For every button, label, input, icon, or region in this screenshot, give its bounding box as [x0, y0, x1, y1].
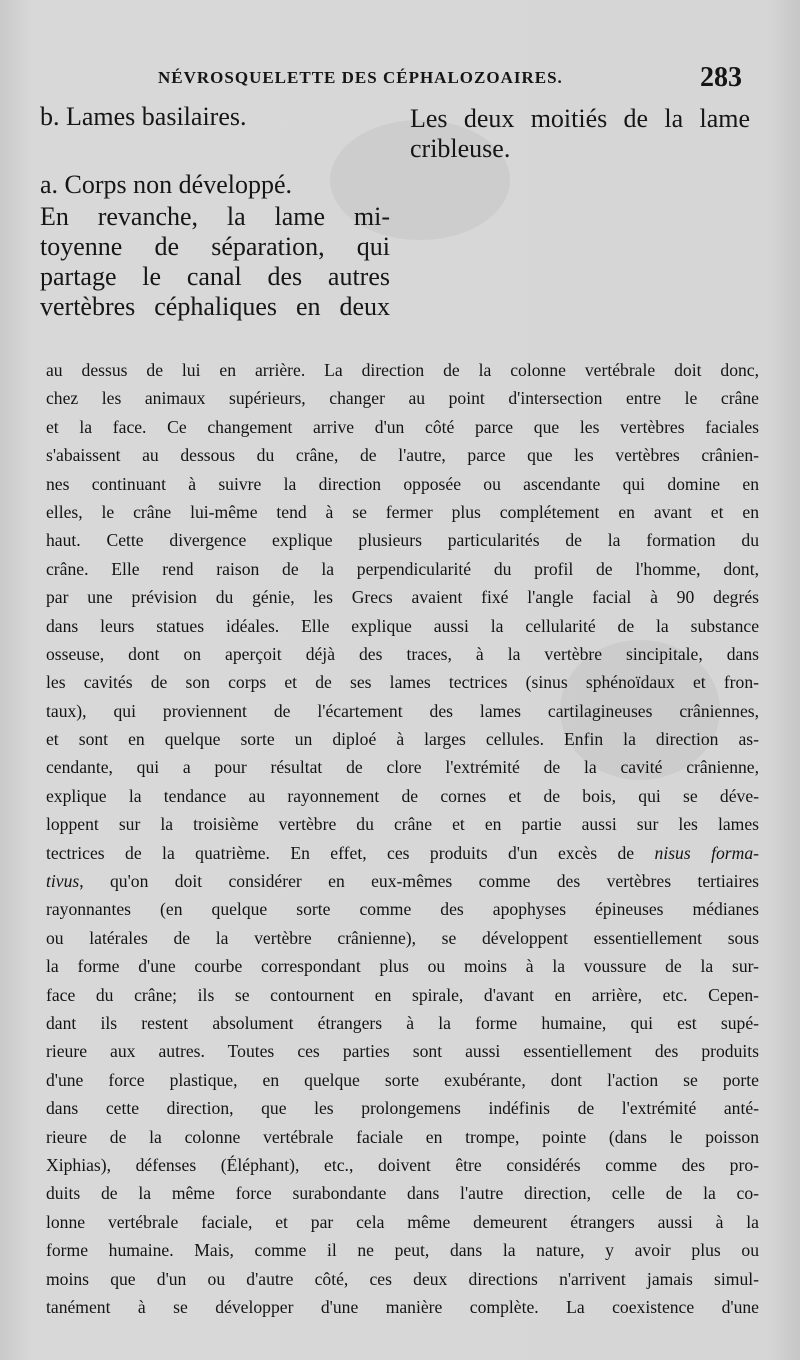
- page-header: [150, 62, 770, 96]
- right-column: [410, 104, 750, 164]
- body-line: dant ils restent absolument étrangers à la forme humaine, qui est supé-: [46, 1012, 759, 1033]
- body-line: Xiphias), défenses (Éléphant), etc., doivent être considérés comme des pro-: [46, 1154, 759, 1175]
- body-line: dans cette direction, que les prolongemens indéfinis de l'extrémité anté-: [46, 1098, 759, 1119]
- left-line: toyenne de séparation, qui: [40, 232, 390, 261]
- left-line: vertèbres céphaliques en deux: [40, 292, 390, 321]
- body-line: au dessus de lui en arrière. La direction de la colonne vertébrale doit donc,: [46, 360, 759, 380]
- body-line: s'abaissent au dessous du crâne, de l'autre, parce que les vertèbres crânien-: [46, 445, 759, 466]
- body-line: rieure aux autres. Toutes ces parties sont aussi essentiellement des produits: [46, 1041, 759, 1062]
- body-line: moins que d'un ou d'autre côté, ces deux directions n'arrivent jamais simul-: [46, 1268, 759, 1289]
- body-line: haut. Cette divergence explique plusieurs particularités de la formation du: [46, 530, 759, 551]
- body-line: crâne. Elle rend raison de la perpendicularité du profil de l'homme, dont,: [46, 558, 759, 579]
- body-line: dans leurs statues idéales. Elle explique aussi la cellularité de la substance: [46, 615, 759, 636]
- body-line: duits de la même force surabondante dans l'autre direction, celle de la co-: [46, 1183, 759, 1204]
- body-line: ou latérales de la vertèbre crânienne), se développent essentiellement sous: [46, 927, 759, 948]
- body-line: la forme d'une courbe correspondant plus ou moins à la voussure de la sur-: [46, 956, 759, 977]
- left-line: En revanche, la lame mi-: [40, 202, 390, 231]
- body-line: taux), qui proviennent de l'écartement des lames cartilagineuses crâniennes,: [46, 700, 759, 721]
- body-paragraph: [46, 356, 759, 1321]
- body-line: lonne vertébrale faciale, et par cela même demeurent étrangers aussi à la: [46, 1211, 759, 1232]
- body-line: forme humaine. Mais, comme il ne peut, dans la nature, y avoir plus ou: [46, 1240, 759, 1261]
- body-line: chez les animaux supérieurs, changer au point d'intersection entre le crâne: [46, 388, 759, 409]
- body-line: loppent sur la troisième vertèbre du crâne et en partie aussi sur les lames: [46, 814, 759, 835]
- body-line: tivus, qu'on doit considérer en eux-mêmes comme des vertèbres tertiaires: [46, 871, 759, 892]
- body-line: elles, le crâne lui-même tend à se fermer plus complétement en avant et en: [46, 501, 759, 522]
- body-line: par une prévision du génie, les Grecs avaient fixé l'angle facial à 90 degrés: [46, 587, 759, 608]
- body-line: cendante, qui a pour résultat de clore l'extrémité de la cavité crânienne,: [46, 757, 759, 778]
- body-line: nes continuant à suivre la direction opposée ou ascendante qui domine en: [46, 473, 759, 494]
- body-line: osseuse, dont on aperçoit déjà des traces, à la vertèbre sincipitale, dans: [46, 643, 759, 664]
- page-number: 283: [700, 62, 742, 93]
- body-line: et la face. Ce changement arrive d'un côté parce que les vertèbres faciales: [46, 416, 759, 437]
- heading-corps: a. Corps non développé.: [40, 170, 293, 199]
- body-line: tanément à se développer d'une manière complète. La coexistence d'une: [46, 1296, 759, 1317]
- body-line: les cavités de son corps et de ses lames tectrices (sinus sphénoïdaux et fron-: [46, 672, 759, 693]
- running-title: NÉVROSQUELETTE DES CÉPHALOZOAIRES.: [158, 68, 563, 87]
- left-column: [40, 102, 390, 322]
- body-line: face du crâne; ils se contournent en spirale, d'avant en arrière, etc. Cepen-: [46, 984, 759, 1005]
- right-line: Les deux moitiés de la lame: [410, 104, 750, 133]
- right-line: cribleuse.: [410, 134, 511, 163]
- body-line: explique la tendance au rayonnement de cornes et de bois, qui se déve-: [46, 785, 759, 806]
- body-line: et sont en quelque sorte un diploé à larges cellules. Enfin la direction as-: [46, 729, 759, 750]
- body-line: tectrices de la quatrième. En effet, ces produits d'un excès de nisus forma-: [46, 842, 760, 863]
- body-line: d'une force plastique, en quelque sorte exubérante, dont l'action se porte: [46, 1069, 759, 1090]
- heading-lames-basilaires: b. Lames basilaires.: [40, 102, 247, 131]
- body-line: rieure de la colonne vertébrale faciale en trompe, pointe (dans le poisson: [46, 1126, 759, 1147]
- body-line: rayonnantes (en quelque sorte comme des apophyses épineuses médianes: [46, 899, 759, 920]
- left-line: partage le canal des autres: [40, 262, 390, 291]
